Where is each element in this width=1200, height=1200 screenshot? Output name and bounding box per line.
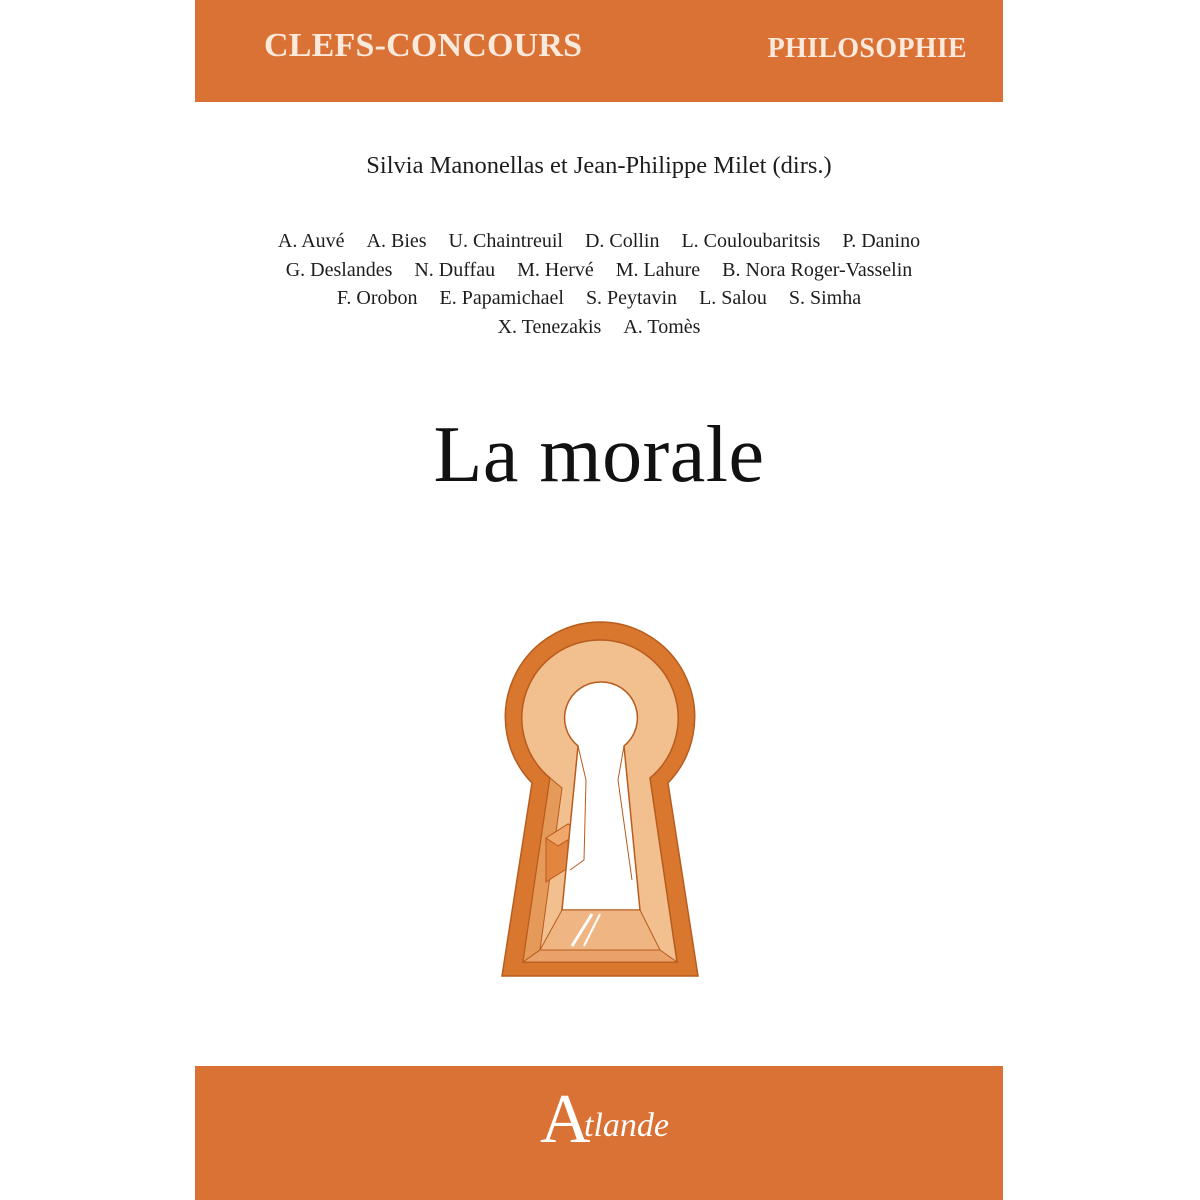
series-name: CLEFS-CONCOURS — [264, 27, 583, 64]
book-cover — [195, 0, 1003, 1200]
contributor-name: D. Collin — [584, 230, 660, 252]
editors-line: Silvia Manonellas et Jean-Philippe Milet (dirs.) — [366, 152, 832, 179]
contributors-list — [195, 227, 1003, 341]
contributor-name: A. Bies — [366, 230, 427, 252]
contributors-row — [195, 313, 1003, 342]
keyhole-floor — [523, 950, 677, 962]
contributor-name: U. Chaintreuil — [448, 230, 563, 252]
contributor-name: E. Papamichael — [439, 287, 564, 309]
contributor-name: G. Deslandes — [285, 258, 393, 281]
contributor-name: M. Lahure — [615, 258, 701, 281]
contributors-row — [195, 284, 1003, 313]
publisher-logo-name: tlande — [584, 1107, 669, 1144]
subject-label: PHILOSOPHIE — [767, 33, 967, 64]
header-band — [195, 0, 1003, 102]
contributor-name: L. Couloubaritsis — [681, 230, 821, 252]
keyhole-opening — [562, 682, 640, 910]
publisher-logo-initial: A — [540, 1081, 591, 1158]
contributor-name: M. Hervé — [517, 258, 594, 281]
publisher-logo — [540, 1080, 700, 1170]
contributor-name: S. Peytavin — [585, 287, 678, 309]
book-title: La morale — [433, 411, 765, 499]
contributor-name: L. Salou — [699, 287, 767, 309]
contributor-name: A. Tomès — [623, 315, 701, 338]
contributor-name: X. Tenezakis — [497, 315, 602, 338]
contributor-name: S. Simha — [788, 287, 862, 309]
contributor-name: F. Orobon — [336, 287, 418, 309]
contributors-row — [195, 256, 1003, 285]
contributor-name: B. Nora Roger-Vasselin — [722, 258, 913, 281]
contributor-name: A. Auvé — [277, 230, 345, 252]
contributors-row — [195, 227, 1003, 256]
keyhole-illustration — [500, 620, 700, 986]
contributor-name: N. Duffau — [414, 258, 496, 281]
contributor-name: P. Danino — [842, 230, 921, 252]
